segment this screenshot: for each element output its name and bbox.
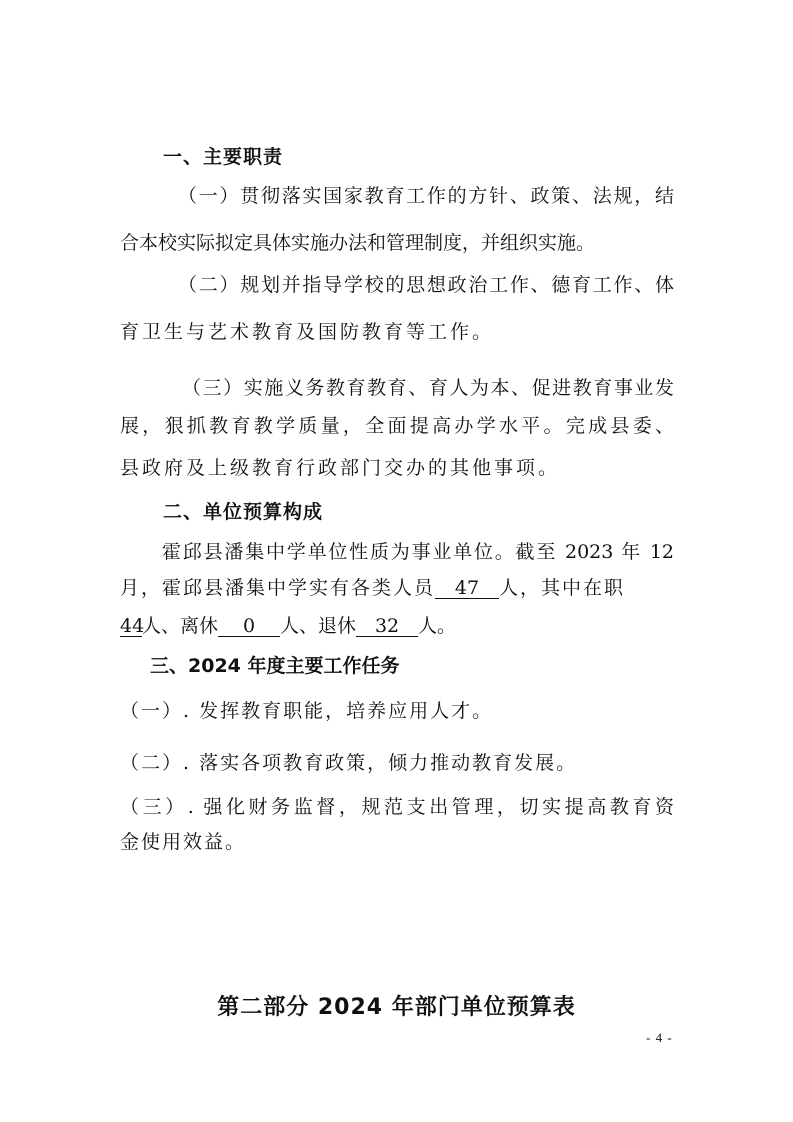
pension-value: 32 xyxy=(356,616,418,637)
section3-item3-line1: （三）. 强化财务监督，规范支出管理，切实提高教育资 xyxy=(120,796,674,818)
section1-item2-line1: （二）规划并指导学校的思想政治工作、德育工作、体 xyxy=(178,274,674,296)
section1-item3-line3: 县政府及上级教育行政部门交办的其他事项。 xyxy=(120,457,561,479)
section3-item1: （一）. 发挥教育职能，培养应用人才。 xyxy=(120,700,494,722)
section2-line2 xyxy=(120,576,680,600)
staff-suffix: 人，其中在职 xyxy=(499,577,626,599)
section3-heading: 三、2024 年度主要工作任务 xyxy=(150,655,400,677)
in-service-value: 44 xyxy=(120,615,145,637)
part-title: 第二部分 2024 年部门单位预算表 xyxy=(217,995,576,1020)
pension-label: 人、退休 xyxy=(280,615,357,637)
section1-item1-line2: 合本校实际拟定具体实施办法和管理制度，并组织实施。 xyxy=(120,232,596,254)
section3-item3-line2: 金使用效益。 xyxy=(120,831,247,853)
total-staff-value: 47 xyxy=(435,578,499,599)
retired-label: 人、离休 xyxy=(142,615,219,637)
section1-item1-line1: （一）贯彻落实国家教育工作的方针、政策、法规，结 xyxy=(178,185,674,207)
section1-heading: 一、主要职责 xyxy=(163,146,284,168)
page-number: - 4 - xyxy=(646,1030,673,1045)
section1-item3-line1: （三）实施义务教育教育、育人为本、促进教育事业发 xyxy=(182,377,674,399)
staff-prefix: 月，霍邱县潘集中学实有各类人员 xyxy=(120,577,436,599)
section2-heading: 二、单位预算构成 xyxy=(163,501,324,523)
retired-value: 0 xyxy=(218,616,280,637)
line3-end: 人。 xyxy=(418,615,457,637)
section2-line1: 霍邱县潘集中学单位性质为事业单位。截至 2023 年 12 xyxy=(162,541,674,563)
section3-item2: （二）. 落实各项教育政策，倾力推动教育发展。 xyxy=(120,752,578,774)
section1-item2-line2: 育卫生与艺术教育及国防教育等工作。 xyxy=(120,321,495,343)
section1-item3-line2: 展，狠抓教育教学质量，全面提高办学水平。完成县委、 xyxy=(120,415,674,437)
section2-line3 xyxy=(120,614,680,638)
